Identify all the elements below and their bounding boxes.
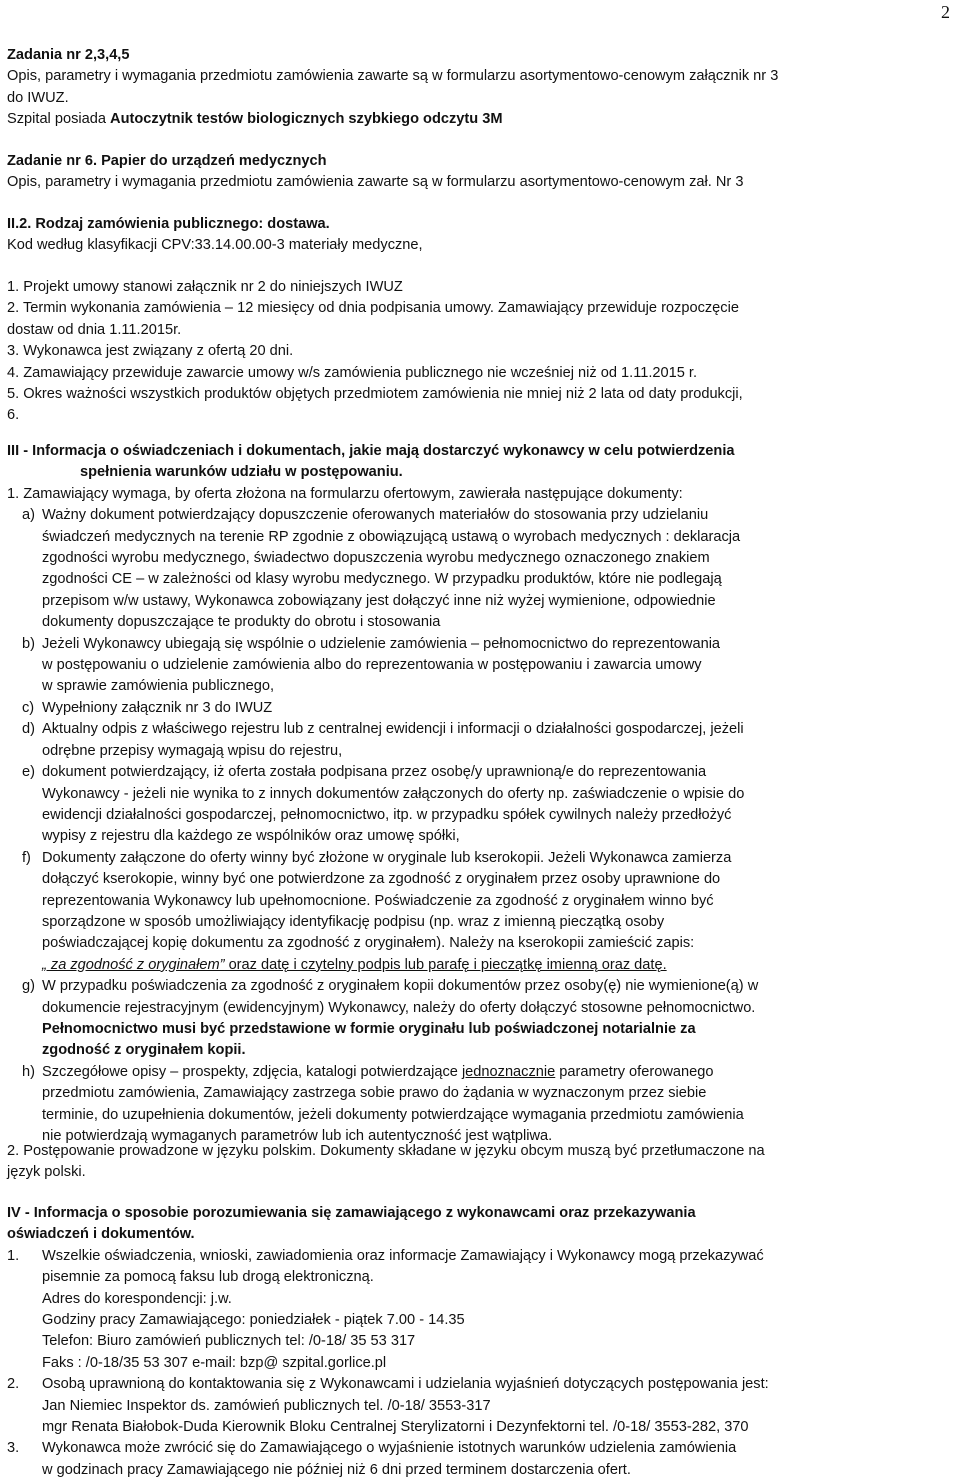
item-text: [42, 505, 955, 633]
text-line: Aktualny odpis z właściwego rejestru lub z centralnej ewidencji i informacji o działalności gospodarczej, jeżeli: [42, 721, 744, 738]
list-item-3: [7, 1438, 955, 1481]
item-label: c): [22, 699, 35, 716]
text-line: Wypełniony załącznik nr 3 do IWUZ: [42, 699, 273, 716]
zadanie-6-title: [7, 151, 955, 172]
text-line: [42, 1062, 955, 1083]
text-line: Wszelkie oświadczenia, wnioski, zawiadomienia oraz informacje Zamawiający i Wykonawcy mogą przekazywać: [42, 1247, 764, 1264]
list-item-1: [7, 1246, 955, 1374]
zadanie-6-line: Opis, parametry i wymagania przedmiotu zamówienia zawarte są w formularzu asortymentowo-cenowym zał. Nr 3: [7, 174, 744, 191]
item-text: [42, 1062, 955, 1148]
list-item-h: [7, 1062, 955, 1148]
item-label: d): [22, 721, 35, 738]
item-text: [42, 634, 955, 698]
zadanie-6-name: Papier do urządzeń medycznych: [101, 153, 327, 169]
item-text: [42, 976, 955, 1062]
text-line: W przypadku poświadczenia za zgodność z oryginałem kopii dokumentów przez osoby(ę) nie wymienione(ą) w: [42, 978, 759, 995]
item-label: 3.: [7, 1440, 20, 1457]
header-block: [7, 45, 955, 131]
item-label: g): [22, 978, 35, 995]
section-iv: [7, 1203, 955, 1481]
item-text: [42, 698, 955, 719]
list-item-a: [7, 505, 955, 633]
section-iv-title: IV - Informacja o sposobie porozumiewania się zamawiającego z wykonawcami oraz przekazywania: [7, 1205, 696, 1221]
text-line: dołączyć kserokopie, winny być one potwierdzone za zgodność z oryginałem przez osoby uprawnione do: [42, 871, 721, 888]
list-item-f: [7, 848, 955, 976]
certification-rest: oraz datę i czytelny podpis lub parafę i pieczątkę imienną oraz datę.: [224, 956, 667, 973]
text-line: zgodności wyrobu medycznego, świadectwo dopuszczenia wyrobu medycznego oznaczonego znakiem: [42, 550, 710, 567]
text-line: dokumencie rejestracyjnym (ewidencyjnym) Wykonawcy, należy do oferty dołączyć stosowne pełnomocnictwo.: [42, 999, 756, 1016]
section-iii: [7, 441, 955, 1147]
text-line: [42, 955, 955, 976]
item-label: 1.: [7, 1247, 20, 1264]
term-item: 2. Termin wykonania zamówienia – 12 miesięcy od dnia podpisania umowy. Zamawiający przewiduje rozpoczęcie: [7, 300, 739, 317]
text-line: mgr Renata Białobok-Duda Kierownik Bloku Centralnej Sterylizatorni i Dezynfektorni tel. /0-18/ 3553-282, 370: [42, 1419, 749, 1436]
item-label: a): [22, 507, 35, 524]
item-text: [42, 1438, 955, 1481]
item-label: 2.: [7, 1376, 20, 1393]
text-line: zgodności CE – w zależności od klasy wyrobu medycznego. W przypadku produktów, które nie podlegają: [42, 571, 722, 588]
text-line: Dokumenty załączone do oferty winny być złożone w oryginale lub kserokopii. Jeżeli Wykonawca zamierza: [42, 849, 732, 866]
zadanie-6-block: [7, 151, 955, 194]
term-item: 3. Wykonawca jest związany z ofertą 20 dni.: [7, 343, 294, 360]
section-iv-title-cont: oświadczeń i dokumentów.: [7, 1226, 195, 1243]
zadania-line: do IWUZ.: [7, 89, 69, 106]
text-line: Wykonawcy - jeżeli nie wynika to z innych dokumentów załączonych do oferty np. zaświadczenie o wpisie do: [42, 785, 745, 802]
text-line: język polski.: [7, 1164, 86, 1181]
section-iii-title-cont: spełnienia warunków udziału w postępowaniu.: [80, 464, 403, 481]
section-ii2-title: II.2. Rodzaj zamówienia publicznego: dostawa.: [7, 216, 330, 232]
szpital-line: [7, 109, 955, 130]
zadania-line: Opis, parametry i wymagania przedmiotu zamówienia zawarte są w formularzu asortymentowo-cenowym załącznik nr 3: [7, 68, 779, 85]
szpital-text: Szpital posiada: [7, 111, 111, 128]
text-line: w postępowaniu o udzielenie zamówienia albo do reprezentowania w postępowaniu i zawarcia umowy: [42, 657, 702, 674]
text-line: pisemnie za pomocą faksu lub drogą elektroniczną.: [42, 1269, 374, 1286]
list-item-2: [7, 1374, 955, 1438]
text-line: w sprawie zamówienia publicznego,: [42, 678, 274, 695]
text-line: przedmiotu zamówienia, Zamawiający zastrzega sobie prawo do żądania w wyznaczonym przez siebie: [42, 1085, 707, 1102]
text-line: odrębne przepisy wymagają wpisu do rejestru,: [42, 742, 343, 759]
text-line: ewidencji działalności gospodarczej, pełnomocnictwo, itp. w przypadku spółek cywilnych należy przedłożyć: [42, 806, 732, 823]
paragraph-2: [7, 1141, 955, 1184]
term-item: 6.: [7, 407, 20, 424]
section-iii-title: III - Informacja o oświadczeniach i dokumentach, jakie mają dostarczyć wykonawcy w celu potwierdzenia: [7, 443, 735, 459]
list-item-e: [7, 762, 955, 848]
list-item-g: [7, 976, 955, 1062]
list-item-c: [7, 698, 955, 719]
item-text: [42, 848, 955, 976]
list-item-b: [7, 634, 955, 698]
text-line: Telefon: Biuro zamówień publicznych tel: /0-18/ 35 53 317: [42, 1333, 416, 1350]
text-line: Pełnomocnictwo musi być przedstawione w formie oryginału lub poświadczonej notarialnie za: [42, 1020, 696, 1037]
text-line: dokumenty dopuszczające te produkty do obrotu i stosowania: [42, 614, 441, 631]
szpital-device: Autoczytnik testów biologicznych szybkiego odczytu 3M: [110, 111, 503, 128]
text-line: świadczeń medycznych na terenie RP zgodnie z obowiązującą ustawą o wyrobach medycznych : deklaracja: [42, 528, 741, 545]
section-iii-intro: 1. Zamawiający wymaga, by oferta złożona na formularzu ofertowym, zawierała następujące dokumenty:: [7, 485, 683, 502]
text-line: dokument potwierdzający, iż oferta została podpisana przez osobę/y uprawnioną/e do reprezentowania: [42, 764, 707, 781]
item-label: f): [22, 849, 31, 866]
text-line: nie potwierdzają wymaganych parametrów lub ich autentyczność jest wątpliwa.: [42, 1128, 553, 1144]
text-line: sporządzone w sposób umożliwiający identyfikację podpisu (np. wraz z imienną pieczątką osoby: [42, 913, 665, 930]
page-number: 2: [941, 2, 950, 22]
list-item-d: [7, 719, 955, 762]
term-item: 1. Projekt umowy stanowi załącznik nr 2 do niniejszych IWUZ: [7, 279, 403, 295]
term-item: 5. Okres ważności wszystkich produktów objętych przedmiotem zamówienia nie mniej niż 2 lata od daty produkcji,: [7, 386, 743, 403]
text-line: przepisom w/w ustawy, Wykonawca zobowiązany jest dołączyć inne niż wyżej wymienione, odpowiednie: [42, 592, 716, 609]
text-line: 2. Postępowanie prowadzone w języku polskim. Dokumenty składane w języku obcym muszą być przetłumaczone na: [7, 1143, 765, 1159]
certification-phrase: „ za zgodność z oryginałem”: [42, 956, 225, 973]
text-line: Wykonawca może zwrócić się do Zamawiającego o wyjaśnienie istotnych warunków udzielenia zamówienia: [42, 1440, 737, 1457]
text-line: Godziny pracy Zamawiającego: poniedziałek - piątek 7.00 - 14.35: [42, 1312, 465, 1329]
text-line: Faks : /0-18/35 53 307 e-mail: bzp@ szpital.gorlice.pl: [42, 1354, 387, 1371]
item-text: [42, 762, 955, 848]
text-line: Osobą uprawnioną do kontaktowania się z Wykonawcami i udzielania wyjaśnień dotyczących postępowania jest:: [42, 1376, 769, 1393]
terms-list: [7, 277, 955, 427]
text-line: reprezentowania Wykonawcy lub upełnomocnione. Poświadczenie za zgodność z oryginałem winno być: [42, 892, 714, 909]
text-line: zgodność z oryginałem kopii.: [42, 1042, 246, 1059]
text-line: wypisy z rejestru dla każdego ze wspólników oraz umowę spółki,: [42, 828, 460, 845]
item-label: h): [22, 1063, 35, 1080]
item-text: [42, 1374, 955, 1438]
text-part: parametry oferowanego: [555, 1063, 714, 1080]
section-ii2: [7, 214, 955, 257]
zadania-title: Zadania nr 2,3,4,5: [7, 47, 130, 63]
item-text: [42, 719, 955, 762]
item-label: e): [22, 764, 35, 781]
text-line: Adres do korespondencji: j.w.: [42, 1290, 232, 1307]
cpv-line: Kod według klasyfikacji CPV:33.14.00.00-3 materiały medyczne,: [7, 237, 423, 254]
text-line: Ważny dokument potwierdzający dopuszczenie oferowanych materiałów do stosowania przy udzielaniu: [42, 507, 709, 524]
text-line: Jeżeli Wykonawcy ubiegają się wspólnie o udzielenie zamówienia – pełnomocnictwo do reprezentowania: [42, 635, 721, 652]
zadanie-6-number: Zadanie nr 6.: [7, 153, 102, 169]
text-line: poświadczającej kopię dokumentu za zgodność z oryginałem). Należy na kserokopii zamieścić zapis:: [42, 935, 695, 952]
text-line: Jan Niemiec Inspektor ds. zamówień publicznych tel. /0-18/ 3553-317: [42, 1397, 491, 1414]
text-part: Szczegółowe opisy – prospekty, zdjęcia, katalogi potwierdzające: [42, 1063, 462, 1080]
text-line: terminie, do uzupełnienia dokumentów, jeżeli dokumenty potwierdzające wymagania przedmiotu zamówienia: [42, 1106, 744, 1123]
term-item: dostaw od dnia 1.11.2015r.: [7, 321, 182, 338]
term-item: 4. Zamawiający przewiduje zawarcie umowy w/s zamówienia publicznego nie wcześniej niż od 1.11.2015 r.: [7, 364, 698, 381]
item-text: [42, 1246, 955, 1374]
item-label: b): [22, 635, 35, 652]
text-line: w godzinach pracy Zamawiającego nie później niż 6 dni przed terminem dostarczenia ofert.: [42, 1461, 631, 1478]
underlined-word: jednoznacznie: [461, 1063, 556, 1080]
